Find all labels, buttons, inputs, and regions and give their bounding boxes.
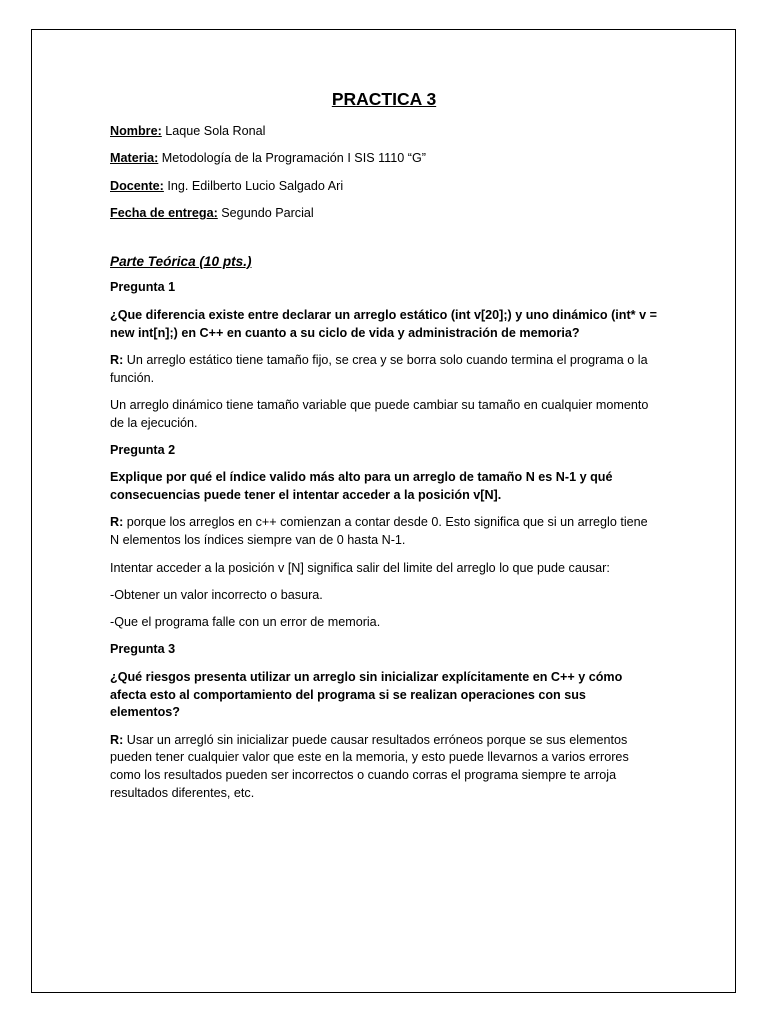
answer-paragraph — [110, 352, 658, 388]
section-title: Parte Teórica (10 pts.) — [110, 253, 252, 269]
info-value: Segundo Parcial — [217, 205, 314, 220]
question-text: ¿Que diferencia existe entre declarar un arreglo estático (int v[20];) y uno dinámico (int* v = new int[n];) en C++ en cuanto a su ciclo de vida y administración de memoria? — [110, 307, 657, 340]
question-heading: Pregunta 1 — [110, 280, 176, 295]
info-nombre — [110, 123, 658, 141]
answer-extra-paragraph: Un arreglo dinámico tiene tamaño variable que puede cambiar su tamaño en cualquier momento de la ejecución. — [110, 397, 649, 430]
question-heading: Pregunta 2 — [110, 443, 176, 458]
answer-text: Un arreglo estático tiene tamaño fijo, se crea y se borra solo cuando termina el programa o la función. — [110, 352, 648, 385]
info-fecha — [110, 205, 658, 223]
question-heading: Pregunta 3 — [110, 642, 176, 657]
answer-extra-paragraph: Intentar acceder a la posición v [N] significa salir del limite del arreglo lo que pude causar: — [110, 560, 610, 575]
document-page — [31, 29, 736, 993]
answer-prefix: R: — [110, 515, 124, 530]
answer-paragraph — [110, 514, 658, 550]
answer-text: Usar un arregló sin inicializar puede causar resultados erróneos porque se sus elementos pueden tener cualquier valor que este en la memoria, y esto puede llevarnos a varios errores como los resultados pueden ser incorrectos o cuando corras el programa siempre te arroja resultados diferentes, etc. — [110, 732, 629, 801]
answer-prefix: R: — [110, 352, 124, 367]
info-materia — [110, 150, 658, 168]
info-label: Docente: — [110, 178, 164, 193]
info-value: Laque Sola Ronal — [161, 124, 266, 138]
answer-text: porque los arreglos en c++ comienzan a contar desde 0. Esto significa que si un arreglo tiene N elementos los índices siempre van de 0 hasta N-1. — [110, 515, 648, 548]
document-content — [110, 87, 658, 812]
answer-prefix: R: — [110, 732, 124, 747]
answer-paragraph — [110, 732, 658, 803]
answer-extra-paragraph: -Que el programa falle con un error de memoria. — [110, 615, 381, 630]
info-label: Nombre: — [110, 124, 162, 138]
info-value: Ing. Edilberto Lucio Salgado Ari — [163, 178, 344, 193]
info-docente — [110, 178, 658, 196]
info-label: Materia: — [110, 151, 159, 166]
question-text: Explique por qué el índice valido más alto para un arreglo de tamaño N es N-1 y qué consecuencias puede tener el intentar acceder a la posición v[N]. — [110, 470, 613, 503]
info-value: Metodología de la Programación I SIS 1110 “G” — [158, 151, 426, 166]
question-text: ¿Qué riesgos presenta utilizar un arreglo sin inicializar explícitamente en C++ y cómo afecta esto al comportamiento del programa si se realizan operaciones con sus elementos? — [110, 669, 623, 720]
answer-extra-paragraph: -Obtener un valor incorrecto o basura. — [110, 587, 323, 602]
info-label: Fecha de entrega: — [110, 205, 218, 220]
page-title: PRACTICA 3 — [331, 89, 437, 109]
